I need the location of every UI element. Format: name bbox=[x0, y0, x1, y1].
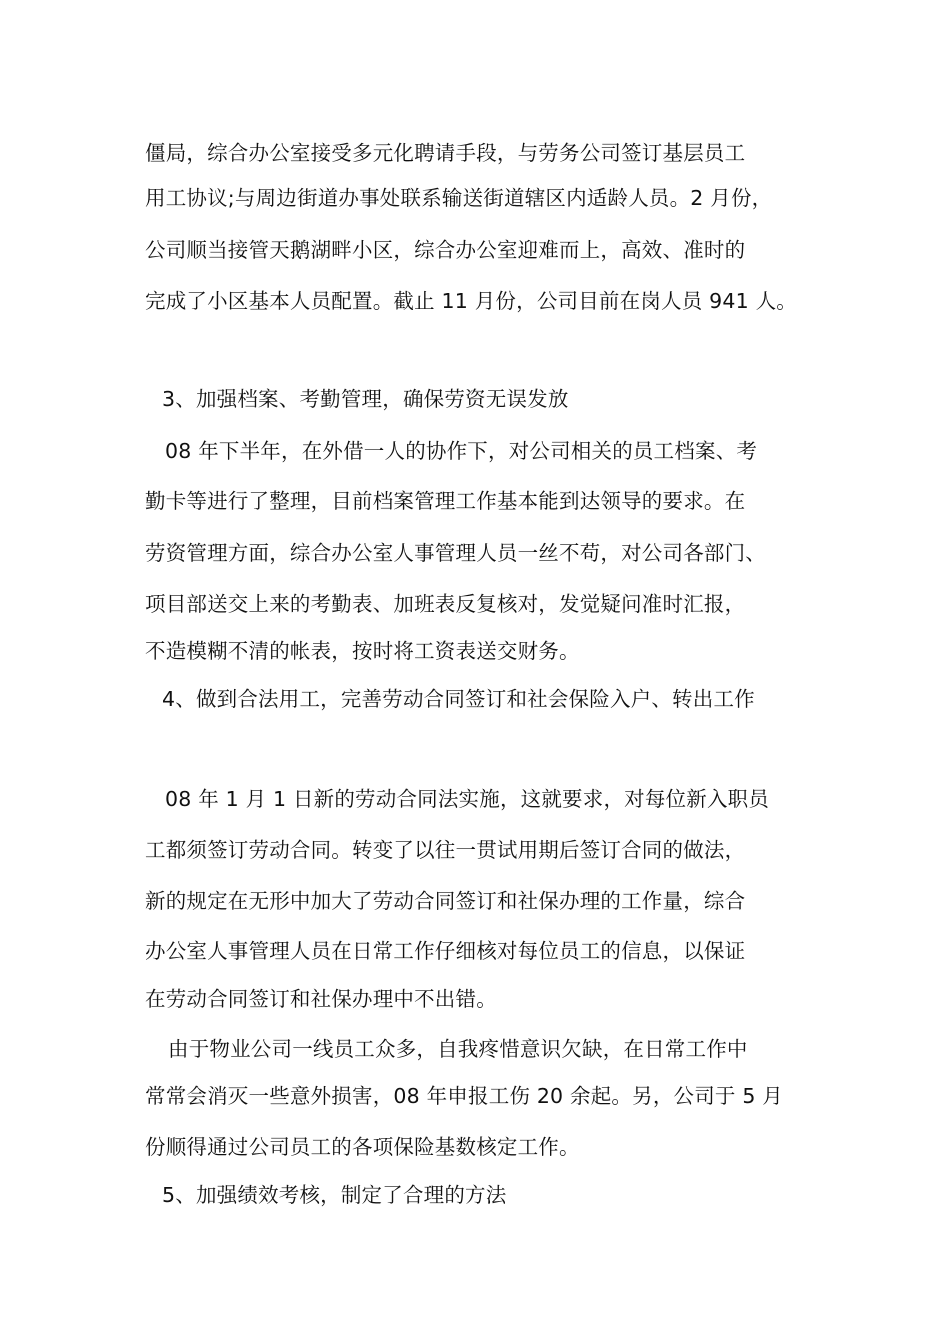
text-line: 工都须签订劳动合同。转变了以往一贯试用期后签订合同的做法， bbox=[145, 838, 746, 862]
section-heading: 5、加强绩效考核，制定了合理的方法 bbox=[162, 1183, 507, 1207]
text-line: 新的规定在无形中加大了劳动合同签订和社保办理的工作量，综合 bbox=[145, 889, 746, 913]
text-line: 常常会消灭一些意外损害，08 年申报工伤 20 余起。另，公司于 5 月 bbox=[145, 1084, 783, 1108]
text-line: 08 年 1 月 1 日新的劳动合同法实施，这就要求，对每位新入职员 bbox=[165, 787, 770, 811]
text-line: 在劳动合同签订和社保办理中不出错。 bbox=[145, 987, 497, 1011]
text-line: 份顺得通过公司员工的各项保险基数核定工作。 bbox=[145, 1135, 580, 1159]
text-line: 不造模糊不清的帐表，按时将工资表送交财务。 bbox=[145, 639, 580, 663]
section-heading: 4、做到合法用工，完善劳动合同签订和社会保险入户、转出工作 bbox=[162, 687, 755, 711]
text-line: 办公室人事管理人员在日常工作仔细核对每位员工的信息，以保证 bbox=[145, 939, 746, 963]
section-heading: 3、加强档案、考勤管理，确保劳资无误发放 bbox=[162, 387, 569, 411]
text-line: 用工协议;与周边街道办事处联系输送街道辖区内适龄人员。2 月份， bbox=[145, 186, 773, 210]
text-line: 由于物业公司一线员工众多，自我疼惜意识欠缺，在日常工作中 bbox=[168, 1037, 748, 1061]
text-line: 劳资管理方面，综合办公室人事管理人员一丝不苟，对公司各部门、 bbox=[145, 541, 766, 565]
text-line: 公司顺当接管天鹅湖畔小区，综合办公室迎难而上，高效、准时的 bbox=[145, 238, 746, 262]
text-line: 僵局，综合办公室接受多元化聘请手段，与劳务公司签订基层员工 bbox=[145, 141, 746, 165]
text-line: 项目部送交上来的考勤表、加班表反复核对，发觉疑问准时汇报， bbox=[145, 592, 746, 616]
text-line: 完成了小区基本人员配置。截止 11 月份，公司目前在岗人员 941 人。 bbox=[145, 289, 797, 313]
text-line: 勤卡等进行了整理，目前档案管理工作基本能到达领导的要求。在 bbox=[145, 489, 746, 513]
text-line: 08 年下半年，在外借一人的协作下，对公司相关的员工档案、考 bbox=[165, 439, 758, 463]
